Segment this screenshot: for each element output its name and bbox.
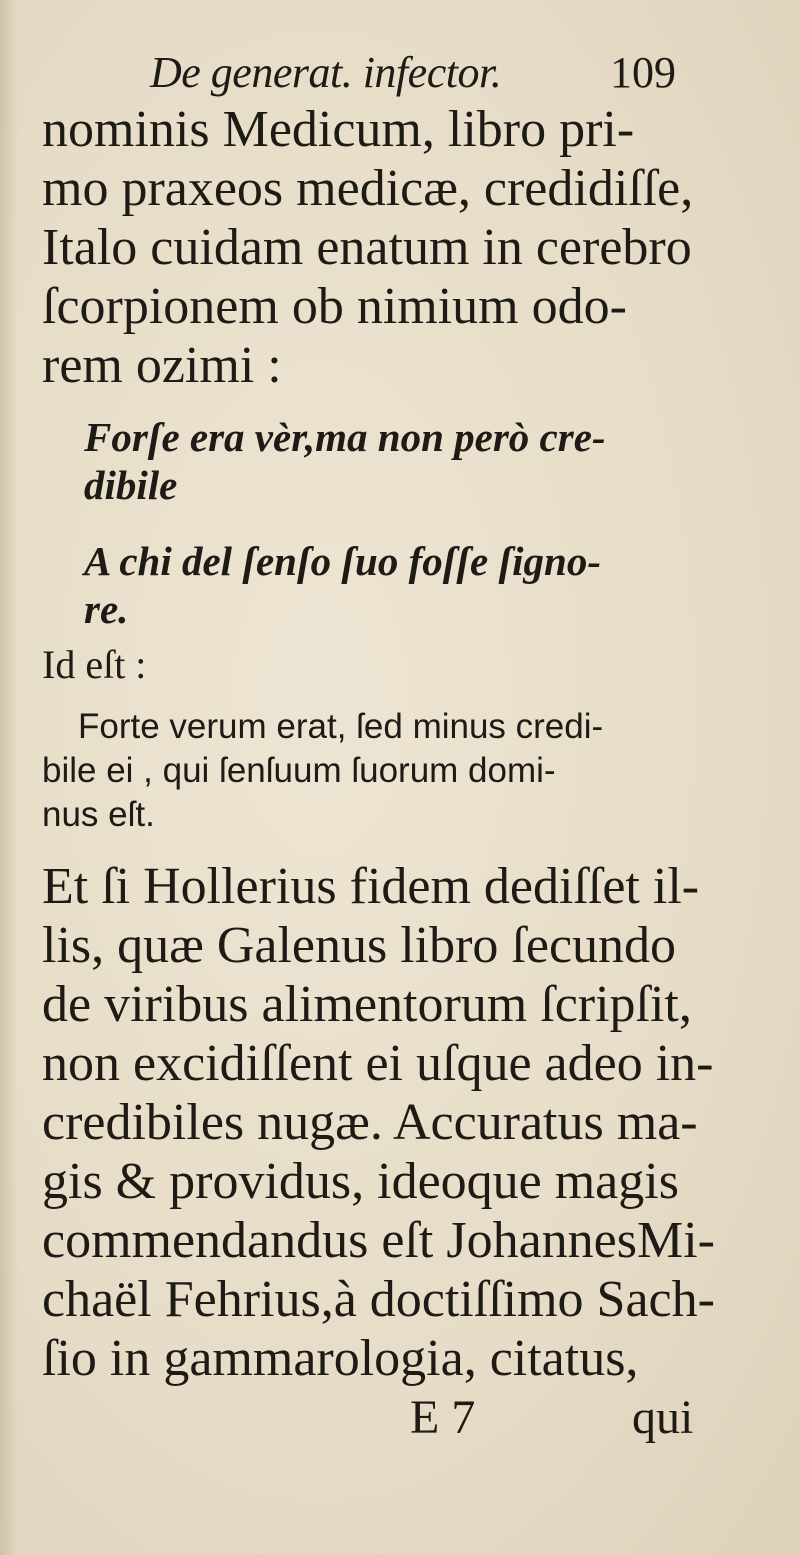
text-line: gis & providus, ideoque magis [42, 1153, 679, 1210]
translation-line: bile ei , qui ſenſuum ſuorum domi- [42, 751, 556, 790]
signature-mark: E 7 [410, 1391, 476, 1444]
latin-translation [42, 705, 787, 837]
text-line: rem ozimi : [42, 337, 282, 394]
text-line: chaël Fehrius,à doctiſſimo Sach- [42, 1271, 715, 1328]
main-text [42, 100, 787, 1447]
catchword: qui [632, 1391, 694, 1444]
paragraph-2 [42, 857, 787, 1388]
page-gutter-shadow [0, 0, 18, 1555]
text-line: commendandus eſt JohannesMi- [42, 1212, 715, 1269]
verse-line: re. [84, 586, 129, 632]
running-head-title: De generat. infector. [150, 48, 502, 97]
text-line: lis, quæ Galenus libro ſecundo [42, 917, 677, 974]
text-line: mo praxeos medicæ, credidiſſe, [42, 160, 694, 217]
text-line: Et ſi Hollerius fidem dediſſet il- [42, 858, 700, 915]
page-number: 109 [610, 48, 676, 97]
italian-verse [42, 413, 787, 633]
verse-line: Forſe era vèr,ma non però cre- [84, 414, 606, 460]
text-line: non excidiſſent ei uſque adeo in- [42, 1035, 714, 1092]
paragraph-1 [42, 100, 787, 395]
verse-line: dibile [84, 462, 178, 508]
id-est-label: Id eſt : [42, 642, 147, 687]
translation-line: nus eſt. [42, 795, 155, 834]
text-line: ſio in gammarologia, citatus, [42, 1330, 639, 1387]
running-head [150, 40, 780, 100]
text-line: credibiles nugæ. Accuratus ma- [42, 1094, 698, 1151]
text-line: de viribus alimentorum ſcripſit, [42, 976, 692, 1033]
page-footer [42, 1388, 787, 1447]
text-line: ſcorpionem ob nimium odo- [42, 278, 627, 335]
text-line: nominis Medicum, libro pri- [42, 101, 635, 158]
verse-line: A chi del ſenſo ſuo foſſe ſigno- [84, 538, 601, 584]
text-line: Italo cuidam enatum in cerebro [42, 219, 692, 276]
translation-line: Forte verum erat, ſed minus credi- [78, 707, 604, 746]
